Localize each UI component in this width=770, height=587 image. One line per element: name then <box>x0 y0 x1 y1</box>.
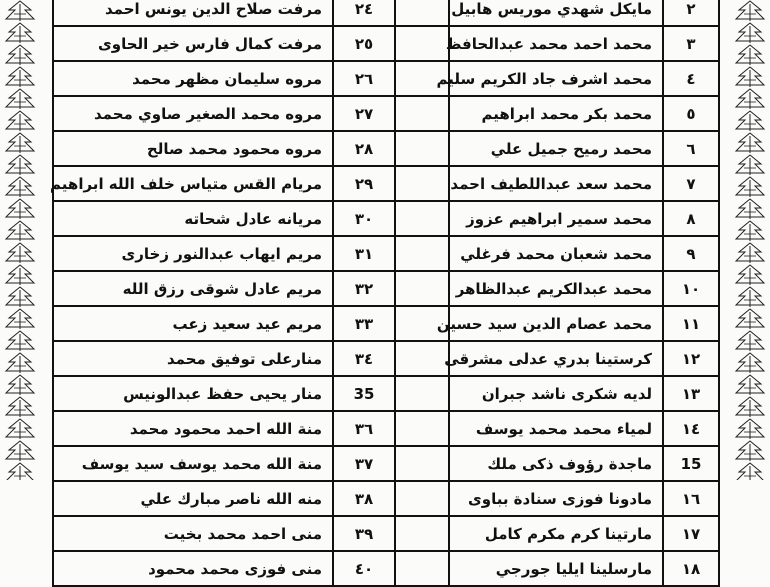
row-number-right: ٨ <box>663 201 719 236</box>
row-number-left: ٣٢ <box>333 271 395 306</box>
row-number-left: ٣٤ <box>333 341 395 376</box>
row-number-right: ١١ <box>663 306 719 341</box>
column-gap <box>395 201 449 236</box>
student-name-right: محمد عصام الدين سيد حسين <box>449 306 663 341</box>
student-name-left: مريم ايهاب عبدالنور زخارى <box>53 236 333 271</box>
row-number-right: ١٢ <box>663 341 719 376</box>
student-name-right: محمد سعد عبداللطيف احمد <box>449 166 663 201</box>
student-name-left: منارعلى توفيق محمد <box>53 341 333 376</box>
row-number-right: ١٣ <box>663 376 719 411</box>
student-name-left: منة الله محمد يوسف سيد يوسف <box>53 446 333 481</box>
student-name-right: ماجدة رؤوف ذكى ملك <box>449 446 663 481</box>
student-name-right: محمد رميح جميل علي <box>449 131 663 166</box>
row-number-right: 15 <box>663 446 719 481</box>
table-row <box>53 551 719 586</box>
column-gap <box>395 131 449 166</box>
table-row <box>53 236 719 271</box>
roster-table-body <box>50 0 719 586</box>
table-row <box>53 411 719 446</box>
student-name-left: مروه سليمان مظهر محمد <box>53 61 333 96</box>
column-gap <box>395 446 449 481</box>
row-number-left: ٢٥ <box>333 26 395 61</box>
student-name-left: منة الله احمد محمود محمد <box>53 411 333 446</box>
student-name-left: منه الله ناصر مبارك علي <box>53 481 333 516</box>
student-name-right: لديه شكرى ناشد جبران <box>449 376 663 411</box>
row-number-left: ٢٤ <box>333 0 395 26</box>
row-number-right: ٣ <box>663 26 719 61</box>
table-row <box>53 96 719 131</box>
student-name-left: مروه محمد الصغير صاوي محمد <box>53 96 333 131</box>
table-row <box>53 166 719 201</box>
column-gap <box>395 236 449 271</box>
column-gap <box>395 166 449 201</box>
column-gap <box>395 376 449 411</box>
student-name-right: محمد احمد محمد عبدالحافظ <box>449 26 663 61</box>
roster-table-container <box>50 0 718 578</box>
table-row <box>53 271 719 306</box>
row-number-left: ٢٨ <box>333 131 395 166</box>
row-number-right: ١٤ <box>663 411 719 446</box>
student-name-left: منار يحيى حفظ عبدالونيس <box>53 376 333 411</box>
row-number-right: ٦ <box>663 131 719 166</box>
row-number-right: ٩ <box>663 236 719 271</box>
decorative-border-left <box>0 0 40 480</box>
row-number-left: ٣٠ <box>333 201 395 236</box>
row-number-left: ٢٦ <box>333 61 395 96</box>
row-number-left: ٣٨ <box>333 481 395 516</box>
student-name-right: كرستينا بدري عدلى مشرقى <box>449 341 663 376</box>
table-row <box>53 446 719 481</box>
column-gap <box>395 551 449 586</box>
student-name-right: مارسلينا ايليا جورجي <box>449 551 663 586</box>
row-number-right: ٤ <box>663 61 719 96</box>
row-number-right: ٢ <box>663 0 719 26</box>
student-name-left: مريم عيد سعيد زعب <box>53 306 333 341</box>
row-number-left: ٤٠ <box>333 551 395 586</box>
table-row <box>53 201 719 236</box>
student-name-right: محمد بكر محمد ابراهيم <box>449 96 663 131</box>
column-gap <box>395 271 449 306</box>
student-name-left: مروه محمود محمد صالح <box>53 131 333 166</box>
row-number-left: ٣٦ <box>333 411 395 446</box>
student-name-left: مرفت صلاح الدين يونس احمد <box>53 0 333 26</box>
row-number-right: ١٠ <box>663 271 719 306</box>
roster-table <box>52 0 720 587</box>
student-name-right: مادونا فوزى سنادة بباوى <box>449 481 663 516</box>
row-number-right: ١٨ <box>663 551 719 586</box>
column-gap <box>395 26 449 61</box>
row-number-left: ٣٧ <box>333 446 395 481</box>
row-number-left: ٣١ <box>333 236 395 271</box>
table-row <box>53 131 719 166</box>
student-name-right: محمد سمير ابراهيم عزوز <box>449 201 663 236</box>
row-number-left: ٢٩ <box>333 166 395 201</box>
student-name-left: مريانه عادل شحاته <box>53 201 333 236</box>
student-name-right: لمياء محمد محمد يوسف <box>449 411 663 446</box>
column-gap <box>395 411 449 446</box>
row-number-left: ٢٧ <box>333 96 395 131</box>
row-number-right: ١٦ <box>663 481 719 516</box>
column-gap <box>395 481 449 516</box>
table-row <box>53 26 719 61</box>
decorative-border-right <box>730 0 770 480</box>
student-name-right: محمد اشرف جاد الكريم سليم <box>449 61 663 96</box>
row-number-right: ٧ <box>663 166 719 201</box>
row-number-left: ٣٩ <box>333 516 395 551</box>
table-row <box>53 0 719 26</box>
table-row <box>53 376 719 411</box>
row-number-left: ٣٣ <box>333 306 395 341</box>
student-name-left: منى احمد محمد بخيت <box>53 516 333 551</box>
table-row <box>53 516 719 551</box>
student-name-left: مريام القس متياس خلف الله ابراهيم <box>53 166 333 201</box>
table-row <box>53 341 719 376</box>
student-name-left: مرفت كمال فارس خير الحاوى <box>53 26 333 61</box>
student-name-right: مارتينا كرم مكرم كامل <box>449 516 663 551</box>
student-name-left: مريم عادل شوقى رزق الله <box>53 271 333 306</box>
table-row <box>53 61 719 96</box>
column-gap <box>395 0 449 26</box>
student-name-right: محمد عبدالكريم عبدالظاهر <box>449 271 663 306</box>
column-gap <box>395 96 449 131</box>
row-number-right: ١٧ <box>663 516 719 551</box>
table-row <box>53 306 719 341</box>
student-name-right: مايكل شهدي موريس هابيل <box>449 0 663 26</box>
student-name-left: منى فوزى محمد محمود <box>53 551 333 586</box>
student-name-right: محمد شعبان محمد فرغلي <box>449 236 663 271</box>
table-row <box>53 481 719 516</box>
row-number-right: ٥ <box>663 96 719 131</box>
column-gap <box>395 341 449 376</box>
column-gap <box>395 516 449 551</box>
row-number-left: 35 <box>333 376 395 411</box>
